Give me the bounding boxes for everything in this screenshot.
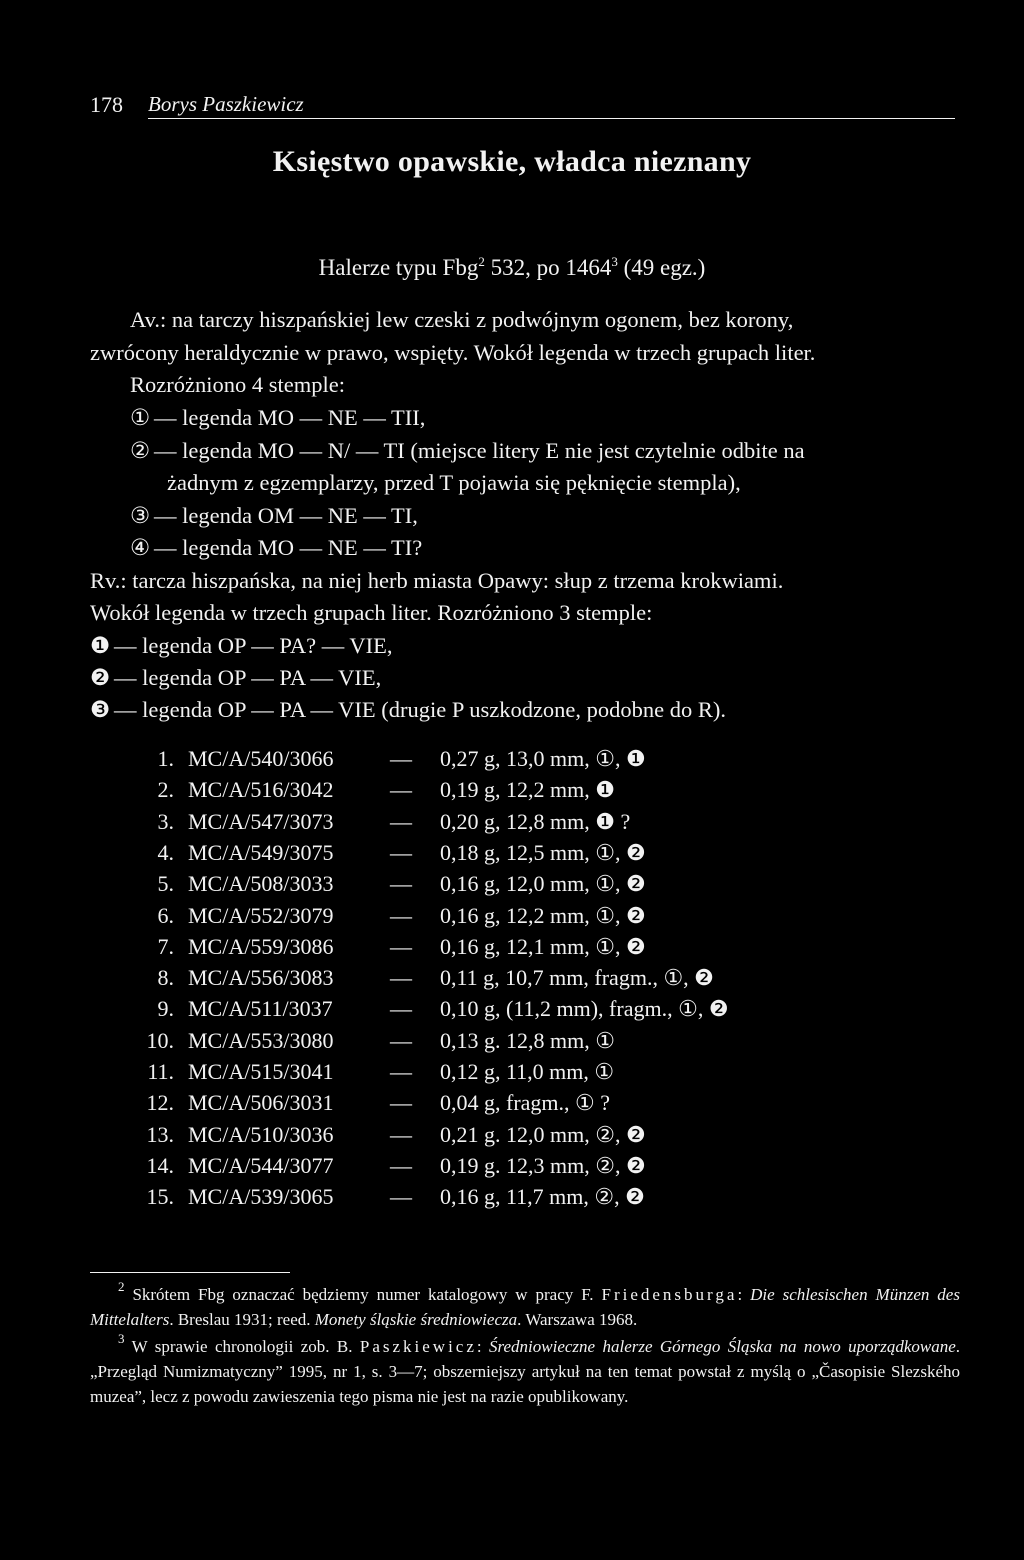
record-specs: 0,12 g, 11,0 mm, ① <box>440 1059 615 1084</box>
die-mark: ❸ <box>90 697 111 722</box>
record-specs: 0,10 g, (11,2 mm), fragm., ①, ❷ <box>440 996 729 1022</box>
record-number: 6. <box>157 902 174 928</box>
obverse-line-3: Rozróżniono 4 stemple: <box>130 372 345 397</box>
running-head-author: Borys Paszkiewicz <box>148 92 304 116</box>
obverse-die-3 <box>130 503 418 529</box>
footnote-2 <box>90 1279 960 1332</box>
record-number: 2. <box>157 777 174 803</box>
record-specs: 0,16 g, 12,0 mm, ①, ❷ <box>440 871 646 897</box>
record-number: 9. <box>157 996 174 1022</box>
footnote-text: W sprawie chronologii zob. B. <box>124 1337 360 1356</box>
footnote-3 <box>90 1331 961 1409</box>
record-catalog-id: MC/A/544/3077 <box>188 1152 334 1178</box>
record-dash: — <box>390 902 412 928</box>
record-dash: — <box>390 808 412 834</box>
record-specs: 0,16 g, 12,1 mm, ①, ❷ <box>440 933 646 959</box>
record-specs: 0,16 g, 12,2 mm, ①, ❷ <box>440 902 646 928</box>
reverse-die-2 <box>90 665 381 691</box>
record-dash: — <box>390 1152 412 1178</box>
record-number: 7. <box>157 933 174 959</box>
subtitle-text-b: 532, po 1464 <box>484 255 612 280</box>
record-dash: — <box>390 996 412 1022</box>
record-number: 3. <box>157 808 174 834</box>
die-mark: ❶ <box>90 633 111 658</box>
record-dash: — <box>390 1121 412 1147</box>
record-dash: — <box>390 965 412 991</box>
record-number: 8. <box>157 965 174 991</box>
record-number: 11. <box>147 1059 174 1084</box>
reverse-line-2: Wokół legenda w trzech grupach liter. Rozróżniono 3 stemple: <box>90 600 653 625</box>
record-number: 12. <box>146 1090 174 1116</box>
record-catalog-id: MC/A/547/3073 <box>188 808 334 834</box>
record-specs: 0,19 g, 12,2 mm, ❶ <box>440 777 615 803</box>
footnote-ref-3: 3 <box>611 254 618 269</box>
record-specs: 0,16 g, 11,7 mm, ②, ❷ <box>440 1184 645 1210</box>
record-catalog-id: MC/A/511/3037 <box>188 996 333 1022</box>
die-text: — legenda MO — NE — TII, <box>154 405 426 430</box>
die-text: — legenda MO — NE — TI? <box>154 535 423 560</box>
obverse-die-2 <box>130 438 805 464</box>
footnote-text: . Breslau 1931; reed. <box>169 1310 315 1329</box>
record-specs: 0,11 g, 10,7 mm, fragm., ①, ❷ <box>440 965 714 991</box>
record-number: 4. <box>157 839 174 865</box>
footnote-marker: 3 <box>118 1331 125 1346</box>
record-specs: 0,13 g. 12,8 mm, ① <box>440 1027 615 1053</box>
footnotes <box>90 1279 961 1409</box>
footnote-ref-2: 2 <box>478 254 485 269</box>
page-number: 178 <box>90 92 123 117</box>
record-dash: — <box>390 1027 412 1053</box>
record-catalog-id: MC/A/516/3042 <box>188 777 334 803</box>
coin-type-heading <box>0 255 1024 281</box>
footnote-text: : <box>476 1337 490 1356</box>
obverse-die-4 <box>130 535 422 561</box>
die-text: — legenda OP — PA — VIE, <box>114 665 382 690</box>
subtitle-text-c: (49 egz.) <box>617 255 706 280</box>
die-mark: ① <box>130 405 151 430</box>
obverse-die-1 <box>130 405 425 431</box>
footnote-work-title: Średniowieczne halerze Górnego Śląska na nowo uporządkowane <box>489 1337 956 1356</box>
record-number: 5. <box>157 871 174 897</box>
record-dash: — <box>390 933 412 959</box>
record-specs: 0,20 g, 12,8 mm, ❶ ? <box>440 808 631 834</box>
record-catalog-id: MC/A/549/3075 <box>188 839 334 865</box>
reverse-line-1: Rv.: tarcza hiszpańska, na niej herb miasta Opawy: słup z trzema krokwiami. <box>90 568 784 593</box>
record-catalog-id: MC/A/510/3036 <box>188 1121 334 1147</box>
record-specs: 0,21 g. 12,0 mm, ②, ❷ <box>440 1121 646 1147</box>
header-rule <box>148 118 955 119</box>
footnote-author: Friedensburga <box>601 1285 738 1304</box>
record-specs: 0,27 g, 13,0 mm, ①, ❶ <box>440 746 646 771</box>
record-dash: — <box>390 777 412 803</box>
footnote-marker: 2 <box>118 1279 125 1294</box>
section-title: Księstwo opawskie, władca nieznany <box>272 145 752 178</box>
die-text: — legenda OP — PA? — VIE, <box>114 633 393 658</box>
die-text: — legenda OM — NE — TI, <box>154 503 418 528</box>
obverse-line-2: zwrócony heraldycznie w prawo, wspięty. Wokół legenda w trzech grupach liter. <box>90 340 816 365</box>
record-number: 15. <box>146 1184 174 1210</box>
record-catalog-id: MC/A/539/3065 <box>188 1184 334 1210</box>
record-catalog-id: MC/A/540/3066 <box>188 746 334 771</box>
record-specs: 0,04 g, fragm., ① ? <box>440 1090 611 1116</box>
record-number: 10. <box>146 1027 174 1053</box>
record-number: 13. <box>146 1121 174 1147</box>
obverse-line-1: Av.: na tarczy hiszpańskiej lew czeski z podwójnym ogonem, bez korony, <box>130 307 794 332</box>
record-catalog-id: MC/A/556/3083 <box>188 965 334 991</box>
record-dash: — <box>390 1090 412 1116</box>
record-dash: — <box>390 1059 412 1084</box>
die-mark: ③ <box>130 503 151 528</box>
record-catalog-id: MC/A/559/3086 <box>188 933 334 959</box>
footnote-text: . „Przegląd Numizmatyczny” 1995, nr 1, s. 3—7; obszerniejszy artykuł na ten temat powstał z myślą o „Časopisie Slezského muzea”, lecz z powodu zawieszenia tego pisma nie jest na razie opublikowany. <box>90 1337 961 1406</box>
footnote-rule <box>90 1272 290 1273</box>
die-text: — legenda OP — PA — VIE (drugie P uszkodzone, podobne do R). <box>114 697 727 722</box>
record-dash: — <box>390 746 412 771</box>
record-dash: — <box>390 871 412 897</box>
die-mark: ❷ <box>90 665 111 690</box>
reverse-die-3 <box>90 697 726 723</box>
record-catalog-id: MC/A/552/3079 <box>188 902 334 928</box>
record-specs: 0,18 g, 12,5 mm, ①, ❷ <box>440 839 646 865</box>
record-catalog-id: MC/A/506/3031 <box>188 1090 334 1116</box>
die-mark: ② <box>130 438 151 463</box>
record-number: 14. <box>146 1152 174 1178</box>
page-header <box>90 92 955 122</box>
footnote-text: . Warszawa 1968. <box>517 1310 638 1329</box>
die-mark: ④ <box>130 535 151 560</box>
record-dash: — <box>390 1184 412 1210</box>
record-catalog-id: MC/A/553/3080 <box>188 1027 334 1053</box>
record-specs: 0,19 g. 12,3 mm, ②, ❷ <box>440 1152 646 1178</box>
footnote-work-title: Monety śląskie średniowiecza <box>314 1310 518 1329</box>
record-catalog-id: MC/A/508/3033 <box>188 871 334 897</box>
footnote-work-title: Die schlesischen Münzen des Mittelalters <box>90 1285 960 1329</box>
subtitle-text-a: Halerze typu Fbg <box>318 255 479 280</box>
record-dash: — <box>390 839 412 865</box>
footnote-text: : <box>737 1285 751 1304</box>
obverse-die-2-cont: żadnym z egzemplarzy, przed T pojawia się pęknięcie stempla), <box>167 470 741 495</box>
die-text: — legenda MO — N/ — TI (miejsce litery E nie jest czytelnie odbite na <box>154 438 805 463</box>
reverse-die-1 <box>90 633 393 659</box>
footnote-author: Paszkiewicz <box>359 1337 477 1356</box>
record-number: 1. <box>157 746 174 771</box>
record-catalog-id: MC/A/515/3041 <box>188 1059 334 1084</box>
footnote-text: Skrótem Fbg oznaczać będziemy numer katalogowy w pracy F. <box>124 1285 602 1304</box>
